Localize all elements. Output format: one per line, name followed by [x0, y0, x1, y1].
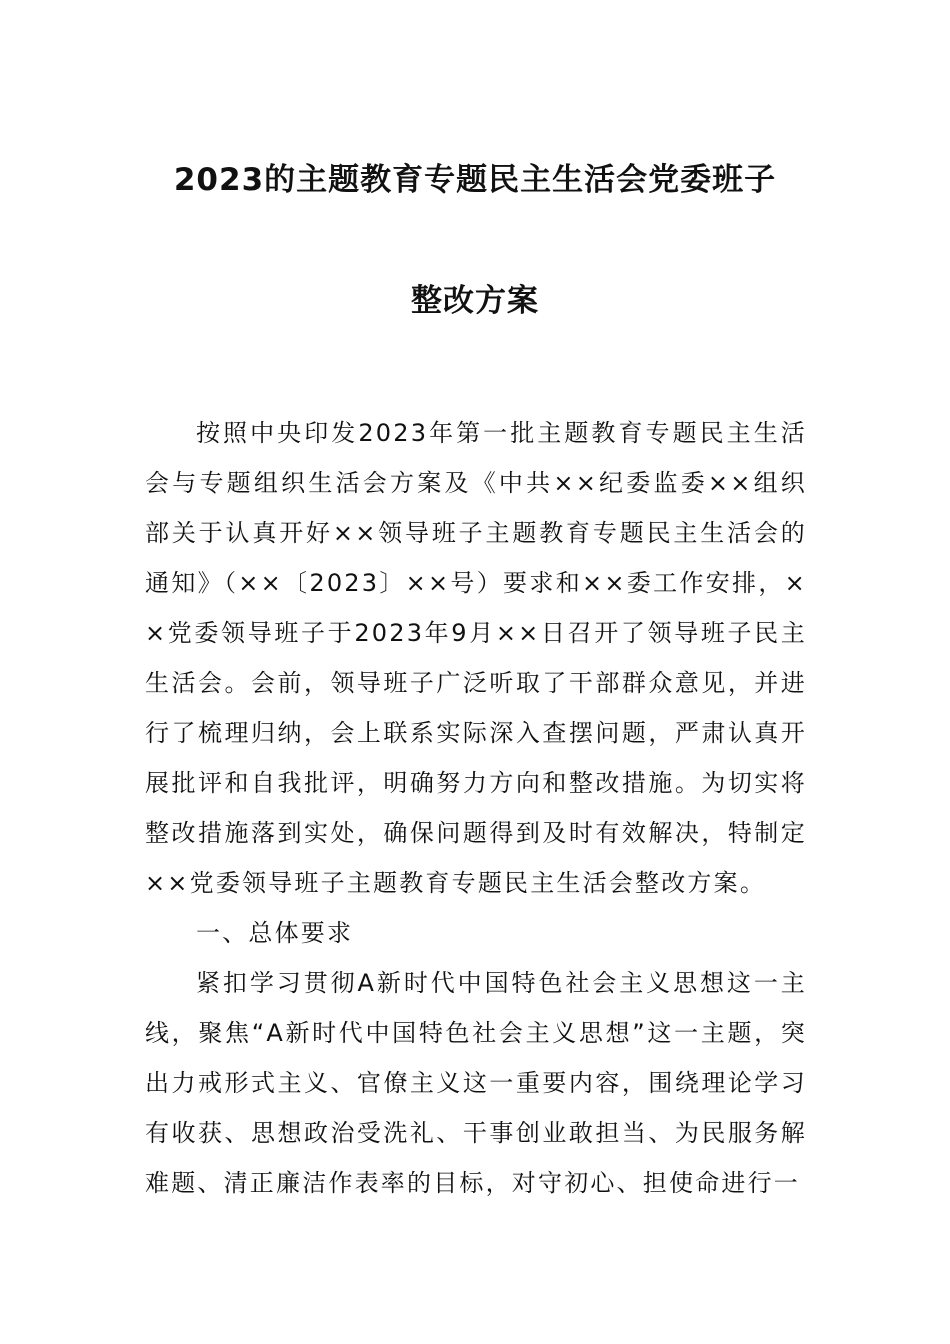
document-title-line-1: 2023的主题教育专题民主生活会党委班子 — [173, 162, 777, 198]
document-body — [145, 408, 807, 1208]
document-title-line-2: 整改方案 — [411, 283, 539, 319]
intro-paragraph: 按照中央印发2023年第一批主题教育专题民主生活会与专题组织生活会方案及《中共××纪委监委××组织部关于认真开好××领导班子主题教育专题民主生活会的通知》（××〔2023〕××号）要求和××委工作安排，××党委领导班子于2023年9月××日召开了领导班子民主生活会。会前，领导班子广泛听取了干部群众意见，并进行了梳理归纳，会上联系实际深入查摆问题，严肃认真开展批评和自我批评，明确努力方向和整改措施。为切实将整改措施落到实处，确保问题得到及时有效解决，特制定××党委领导班子主题教育专题民主生活会整改方案。 — [145, 419, 807, 897]
requirements-paragraph: 紧扣学习贯彻A新时代中国特色社会主义思想这一主线，聚焦“A新时代中国特色社会主义思想”这一主题，突出力戒形式主义、官僚主义这一重要内容，围绕理论学习有收获、思想政治受洗礼、干事创业敢担当、为民服务解难题、清正廉洁作表率的目标，对守初心、担使命进行一 — [145, 969, 807, 1197]
section-heading-overall-requirements: 一、总体要求 — [196, 919, 354, 947]
